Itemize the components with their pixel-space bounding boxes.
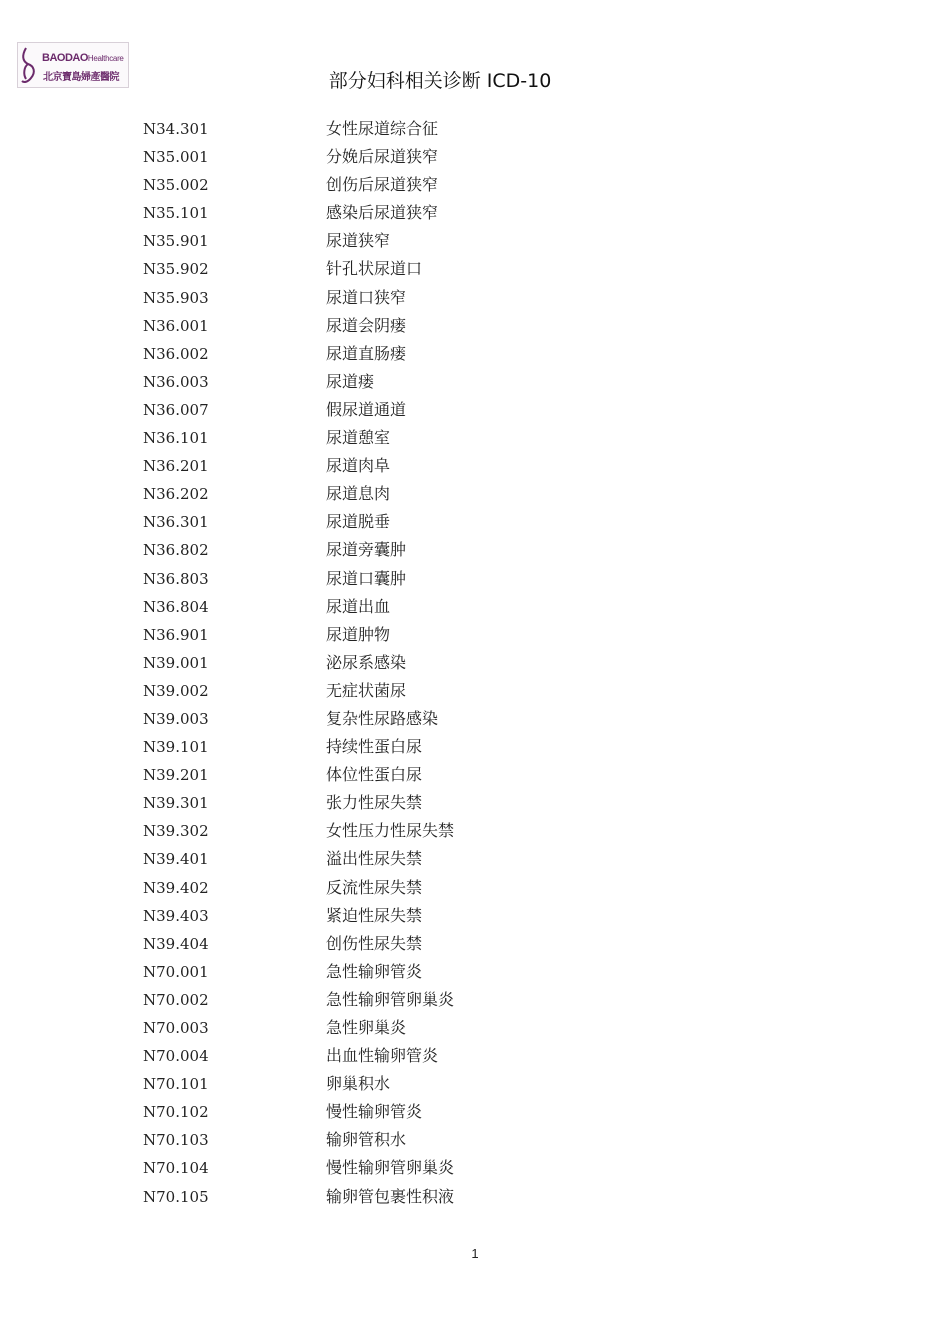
diagnosis-name: 感染后尿道狭窄: [326, 203, 439, 223]
icd-code: N70.104: [143, 1159, 209, 1178]
icd-code: N36.101: [143, 429, 209, 448]
diagnosis-name: 创伤后尿道狭窄: [326, 175, 439, 195]
list-item: [0, 565, 950, 593]
list-item: [0, 621, 950, 649]
icd-code: N36.202: [143, 485, 209, 504]
list-item: [0, 1154, 950, 1182]
list-item: [0, 424, 950, 452]
diagnosis-name: 尿道肉阜: [326, 456, 391, 476]
diagnosis-name: 尿道口狭窄: [326, 287, 407, 307]
diagnosis-name: 尿道脱垂: [326, 512, 391, 532]
diagnosis-name: 尿道息肉: [326, 484, 391, 504]
list-item: [0, 874, 950, 902]
page-number: 1: [471, 1246, 479, 1261]
diagnosis-name: 尿道出血: [326, 596, 391, 616]
diagnosis-name: 尿道口囊肿: [326, 568, 407, 588]
icd-code: N35.902: [143, 260, 209, 279]
list-item: [0, 1042, 950, 1070]
list-item: [0, 452, 950, 480]
icd-code: N70.004: [143, 1047, 209, 1066]
list-item: [0, 368, 950, 396]
diagnosis-name: 输卵管包裹性积液: [326, 1186, 455, 1206]
list-item: [0, 817, 950, 845]
icd-code: N70.001: [143, 962, 209, 981]
list-item: [0, 649, 950, 677]
diagnosis-name: 急性卵巢炎: [326, 1018, 407, 1037]
list-item: [0, 1070, 950, 1098]
icd-code: N70.003: [143, 1019, 209, 1037]
icd-code: N36.201: [143, 457, 209, 476]
list-item: [0, 845, 950, 873]
list-item: [0, 761, 950, 789]
icd-code: N36.001: [143, 316, 209, 335]
diagnosis-name: 张力性尿失禁: [326, 793, 423, 813]
diagnosis-name: 女性尿道综合征: [326, 119, 439, 138]
diagnosis-name: 分娩后尿道狭窄: [326, 147, 439, 167]
list-item: [0, 1098, 950, 1126]
diagnosis-name: 急性输卵管炎: [326, 961, 423, 981]
list-item: [0, 677, 950, 705]
icd-code: N36.003: [143, 372, 209, 391]
diagnosis-name: 复杂性尿路感染: [326, 708, 439, 728]
diagnosis-name: 溢出性尿失禁: [326, 849, 423, 869]
list-item: [0, 143, 950, 171]
list-item: [0, 340, 950, 368]
icd-code: N39.301: [143, 794, 209, 813]
list-item: [0, 930, 950, 958]
list-item: [0, 199, 950, 227]
diagnosis-name: 慢性输卵管炎: [326, 1102, 423, 1122]
list-item: [0, 284, 950, 312]
icd-code: N35.903: [143, 288, 209, 307]
diagnosis-name: 尿道直肠瘘: [326, 343, 407, 363]
icd-code: N36.804: [143, 597, 209, 616]
list-item: [0, 986, 950, 1014]
icd-code: N70.101: [143, 1075, 209, 1094]
list-item: [0, 958, 950, 986]
diagnosis-name: 女性压力性尿失禁: [326, 821, 455, 841]
diagnosis-name: 尿道狭窄: [326, 231, 391, 251]
list-item: [0, 1126, 950, 1154]
list-item: [0, 536, 950, 564]
diagnosis-name: 尿道瘘: [326, 371, 375, 391]
list-item: [0, 255, 950, 283]
diagnosis-name: 泌尿系感染: [326, 652, 407, 672]
icd-code: N39.101: [143, 738, 209, 757]
diagnosis-name: 尿道会阴瘘: [326, 315, 407, 335]
icd-code: N39.302: [143, 822, 209, 841]
diagnosis-name: 输卵管积水: [326, 1130, 407, 1150]
list-item: [0, 312, 950, 340]
logo-brand: BAODAO: [42, 52, 88, 64]
icd-code: N35.101: [143, 204, 209, 223]
diagnosis-name: 卵巢积水: [326, 1074, 391, 1094]
list-item: [0, 733, 950, 761]
icd-code: N36.007: [143, 400, 209, 419]
list-item: [0, 1183, 950, 1211]
diagnosis-name: 慢性输卵管卵巢炎: [326, 1158, 455, 1178]
icd-code: N34.301: [143, 120, 209, 138]
icd-code: N35.002: [143, 176, 209, 195]
list-item: [0, 705, 950, 733]
icd-code: N36.802: [143, 541, 209, 560]
icd-code: N70.002: [143, 990, 209, 1009]
list-item: [0, 171, 950, 199]
list-item: [0, 227, 950, 255]
diagnosis-name: 急性输卵管卵巢炎: [326, 989, 455, 1009]
diagnosis-list: [0, 115, 950, 1211]
list-item: [0, 902, 950, 930]
diagnosis-name: 体位性蛋白尿: [326, 765, 423, 785]
list-item: [0, 115, 950, 143]
list-item: [0, 396, 950, 424]
icd-code: N39.001: [143, 653, 209, 672]
diagnosis-name: 无症状菌尿: [326, 680, 407, 700]
icd-code: N36.301: [143, 513, 209, 532]
logo-english-text: [42, 52, 124, 64]
icd-code: N36.803: [143, 569, 209, 588]
icd-code: N70.105: [143, 1187, 209, 1206]
logo-chinese-text: 北京寶島婦產醫院: [43, 72, 119, 83]
icd-code: N36.901: [143, 625, 209, 644]
logo-brand-sub: Healthcare: [87, 54, 124, 63]
icd-code: N35.001: [143, 148, 209, 167]
diagnosis-name: 尿道旁囊肿: [326, 540, 407, 560]
diagnosis-name: 尿道憩室: [326, 428, 391, 448]
diagnosis-name: 反流性尿失禁: [326, 877, 423, 897]
list-item: [0, 508, 950, 536]
list-item: [0, 1014, 950, 1042]
diagnosis-name: 针孔状尿道口: [326, 259, 423, 279]
list-item: [0, 789, 950, 817]
icd-code: N39.402: [143, 878, 209, 897]
diagnosis-name: 持续性蛋白尿: [326, 737, 423, 757]
diagnosis-name: 紧迫性尿失禁: [326, 905, 423, 925]
icd-code: N39.003: [143, 709, 209, 728]
diagnosis-name: 创伤性尿失禁: [326, 933, 423, 953]
icd-code: N39.404: [143, 934, 209, 953]
icd-code: N39.401: [143, 850, 209, 869]
icd-code: N35.901: [143, 232, 209, 251]
icd-code: N36.002: [143, 344, 209, 363]
page-title: 部分妇科相关诊断 ICD-10: [328, 70, 552, 92]
icd-code: N39.403: [143, 906, 209, 925]
icd-code: N70.102: [143, 1103, 209, 1122]
list-item: [0, 480, 950, 508]
list-item: [0, 593, 950, 621]
diagnosis-name: 出血性输卵管炎: [326, 1046, 439, 1066]
diagnosis-name: 尿道肿物: [326, 624, 391, 644]
diagnosis-name: 假尿道通道: [326, 399, 407, 419]
icd-code: N39.201: [143, 766, 209, 785]
icd-code: N39.002: [143, 681, 209, 700]
icd-code: N70.103: [143, 1131, 209, 1150]
